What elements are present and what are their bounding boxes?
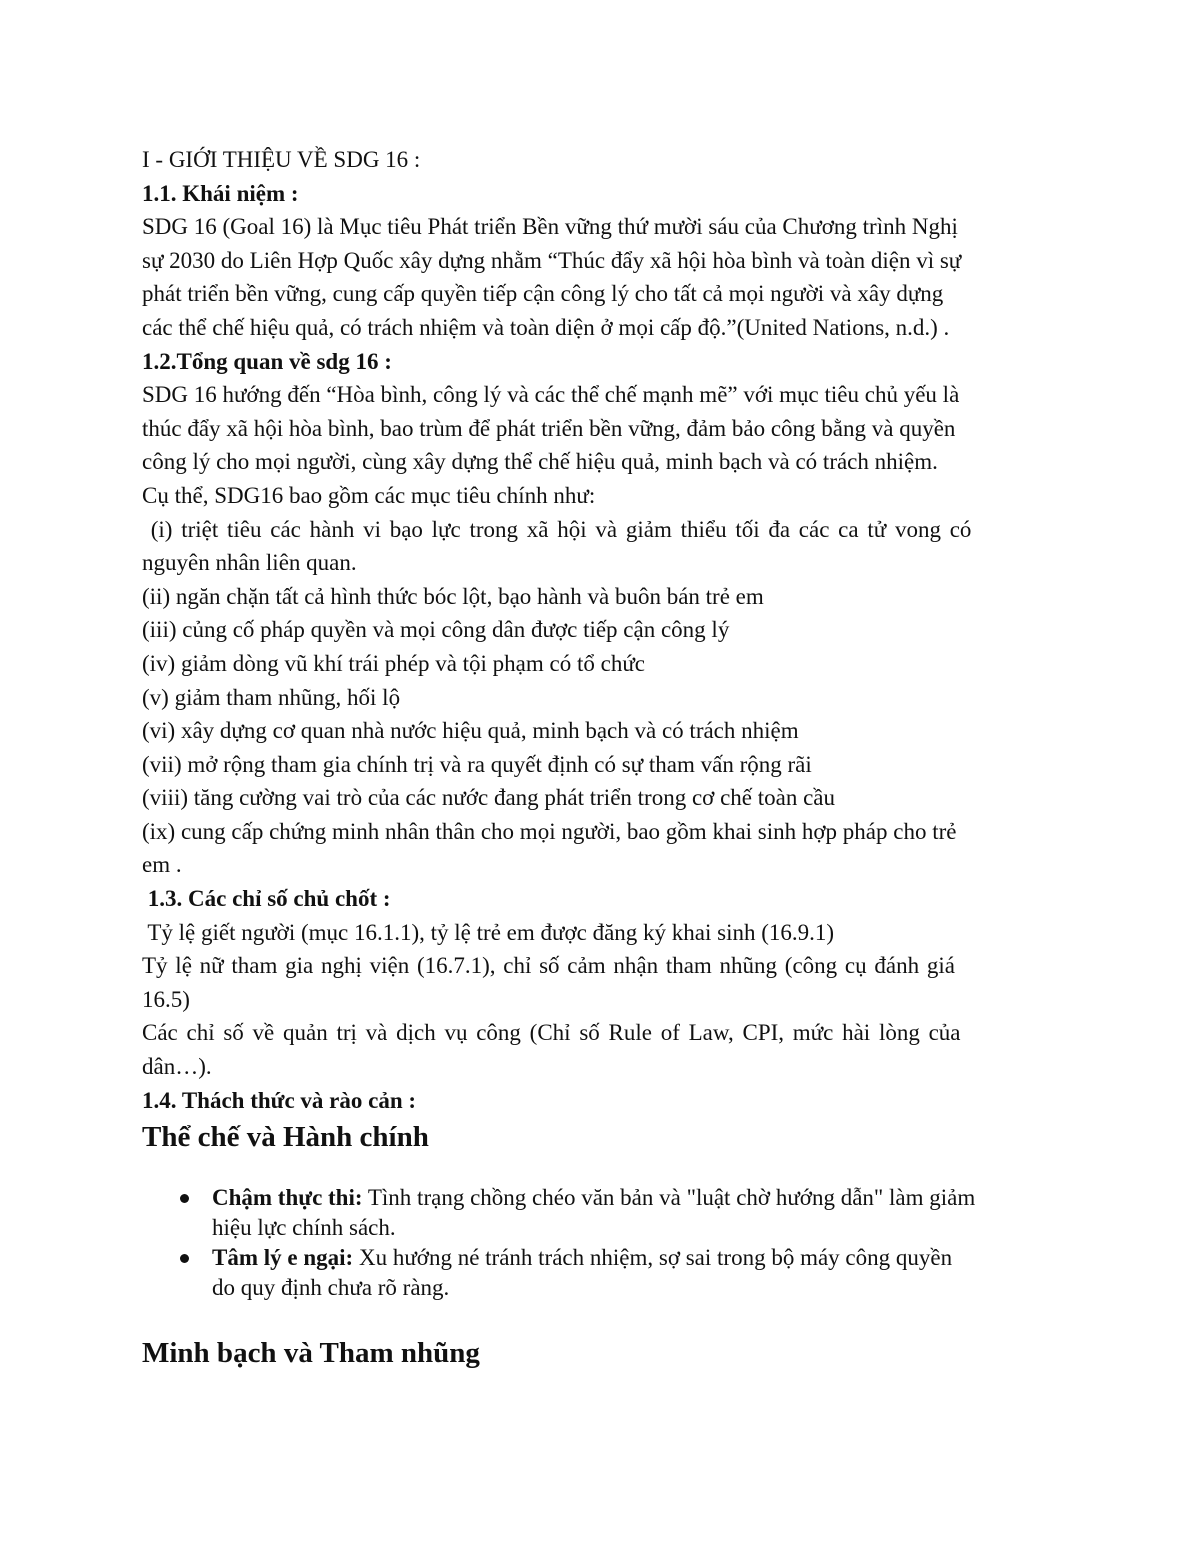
text-line: Cụ thể, SDG16 bao gồm các mục tiêu chính như: xyxy=(142,482,596,508)
target-item: nguyên nhân liên quan. xyxy=(142,550,357,576)
indicator-line: dân…). xyxy=(142,1054,212,1080)
text-line: thúc đẩy xã hội hòa bình, bao trùm để phát triển bền vững, đảm bảo công bằng và quyền xyxy=(142,415,956,441)
indicator-line: Tỷ lệ giết người (mục 16.1.1), tỷ lệ trẻ em được đăng ký khai sinh (16.9.1) xyxy=(142,919,835,945)
bullet-label: Tâm lý e ngại: xyxy=(212,1245,354,1271)
indicators-list xyxy=(142,916,1058,1084)
bullet-icon xyxy=(180,1254,189,1263)
target-item: (i) triệt tiêu các hành vi bạo lực trong xã hội và giảm thiểu tối đa các ca tử vong có xyxy=(142,516,972,542)
bullet-text: Tình trạng chồng chéo văn bản và "luật chờ hướng dẫn" làm giảm xyxy=(362,1185,976,1211)
list-item xyxy=(142,1183,1058,1243)
text-line: SDG 16 hướng đến “Hòa bình, công lý và các thể chế mạnh mẽ” với mục tiêu chủ yếu là xyxy=(142,382,960,408)
heading-1-1: 1.1. Khái niệm : xyxy=(142,180,299,206)
indicator-line: 16.5) xyxy=(142,986,190,1012)
section-heading-intro: I - GIỚI THIỆU VỀ SDG 16 : xyxy=(142,147,421,172)
targets-list xyxy=(142,513,1058,883)
target-item: (v) giảm tham nhũng, hối lộ xyxy=(142,684,401,710)
target-item: em . xyxy=(142,852,182,878)
text-line: SDG 16 (Goal 16) là Mục tiêu Phát triển Bền vững thứ mười sáu của Chương trình Nghị xyxy=(142,214,958,240)
target-item: (vii) mở rộng tham gia chính trị và ra quyết định có sự tham vấn rộng rãi xyxy=(142,751,812,777)
indicator-line: Các chỉ số về quản trị và dịch vụ công (Chỉ số Rule of Law, CPI, mức hài lòng của xyxy=(142,1020,961,1046)
bullet-label: Chậm thực thi: xyxy=(212,1185,363,1211)
target-item: (iii) củng cố pháp quyền và mọi công dân được tiếp cận công lý xyxy=(142,617,730,643)
document-page xyxy=(142,143,1058,1373)
subheading-institutions: Thể chế và Hành chính xyxy=(142,1121,429,1154)
text-line: các thể chế hiệu quả, có trách nhiệm và toàn diện ở mọi cấp độ.”(United Nations, n.d.) . xyxy=(142,314,950,340)
target-item: (iv) giảm dòng vũ khí trái phép và tội phạm có tổ chức xyxy=(142,650,646,676)
heading-1-4: 1.4. Thách thức và rào cản : xyxy=(142,1087,417,1113)
heading-1-3: 1.3. Các chỉ số chủ chốt : xyxy=(142,886,391,912)
subheading-transparency: Minh bạch và Tham nhũng xyxy=(142,1337,480,1370)
list-item xyxy=(142,1243,1058,1303)
text-line: phát triển bền vững, cung cấp quyền tiếp cận công lý cho tất cả mọi người và xây dựng xyxy=(142,281,944,307)
target-item: (vi) xây dựng cơ quan nhà nước hiệu quả, minh bạch và có trách nhiệm xyxy=(142,718,799,744)
bullet-text-cont: hiệu lực chính sách. xyxy=(212,1215,396,1241)
bullet-icon xyxy=(180,1194,189,1203)
bullet-text: Xu hướng né tránh trách nhiệm, sợ sai trong bộ máy công quyền xyxy=(353,1245,953,1271)
text-line: sự 2030 do Liên Hợp Quốc xây dựng nhằm “Thúc đẩy xã hội hòa bình và toàn diện vì sự xyxy=(142,247,962,273)
target-item: (ix) cung cấp chứng minh nhân thân cho mọi người, bao gồm khai sinh hợp pháp cho trẻ xyxy=(142,818,957,844)
challenges-list xyxy=(142,1183,1058,1303)
heading-1-2: 1.2.Tổng quan về sdg 16 : xyxy=(142,348,392,374)
bullet-text-cont: do quy định chưa rõ ràng. xyxy=(212,1275,450,1301)
paragraph-overview xyxy=(142,378,1058,512)
text-line: công lý cho mọi người, cùng xây dựng thể chế hiệu quả, minh bạch và có trách nhiệm. xyxy=(142,449,938,475)
paragraph-concept xyxy=(142,210,1058,344)
indicator-line: Tỷ lệ nữ tham gia nghị viện (16.7.1), chỉ số cảm nhận tham nhũng (công cụ đánh giá xyxy=(142,953,955,979)
target-item: (viii) tăng cường vai trò của các nước đang phát triển trong cơ chế toàn cầu xyxy=(142,785,836,811)
target-item: (ii) ngăn chặn tất cả hình thức bóc lột, bạo hành và buôn bán trẻ em xyxy=(142,583,764,609)
